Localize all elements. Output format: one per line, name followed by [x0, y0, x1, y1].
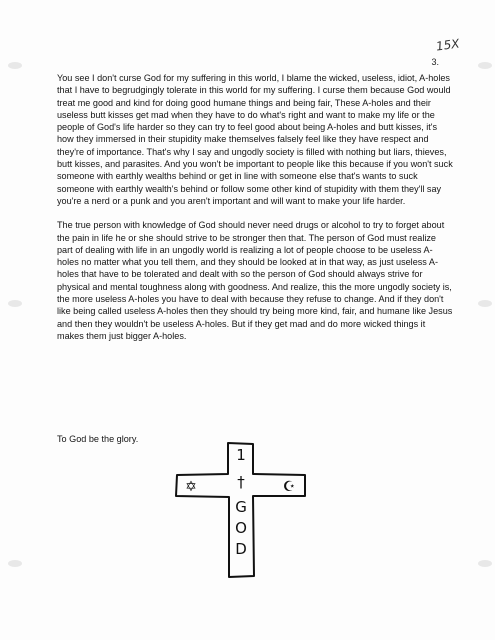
punch-hole-mark — [478, 62, 492, 69]
paragraph-1: You see I don't curse God for my suffering in this world, I blame the wicked, useless, idiot, A-holes that I have to begrudgingly tolerate in this world for my suffering. I curse them because God would treat me good and kind for doing good humane things and being fair, These A-holes and their useless butt kisses get mad when they have to do what's right and want to make my life or the people of God's life harder so they can try to feel good about being A-holes and butt kisses, it's how they immersed in their stupidity make themselves falsely feel like they have respect and they're of importance. That's why I say and ungodly society is filled with nothing but liars, thieves, butt kisses, and parasites. And you won't be important to people like this because if you won't suck someone with earthly wealths behind or get in line with someone else that's wants to suck someone with earthly wealth's behind or follow some other kind of stupidity with them they'll say you're a nerd or a punk and you aren't important and will want to make your life harder. — [57, 73, 453, 206]
punch-hole-mark — [8, 560, 22, 567]
handwritten-page-mark: 15X — [434, 36, 460, 54]
paragraph-2: The true person with knowledge of God should never need drugs or alcohol to try to forget about the pain in life he or she should strive to be stronger then that. The person of God must realize part of dealing with life in an ungodly world is realizing a lot of people choose to be useless A-holes no matter what you tell them, and they should be looked at in that way, as just useless A-holes that have to be tolerated and dealt with so the person of God should always strive for physical and mental toughness along with goodness. And realize, this the more ungodly society is, the more useless A-holes you have to deal with because they refuse to change. And if they don't like being called useless A-holes then they should try being more kind, fair, and humane like Jesus and then they wouldn't be useless A-holes. But if they get mad and do more wicked things it makes them just bigger A-holes. — [57, 220, 453, 341]
cross-text-o: O — [235, 519, 247, 537]
cross-text-d: D — [235, 540, 247, 558]
cross-text-g: G — [235, 498, 247, 516]
cross-text-1: 1 — [236, 446, 246, 464]
crescent-star-icon: ☪ — [282, 479, 296, 495]
punch-hole-mark — [8, 300, 22, 307]
closing-line: To God be the glory. — [57, 434, 139, 444]
hand-drawn-cross — [173, 440, 313, 580]
punch-hole-mark — [478, 300, 492, 307]
star-of-david-icon: ✡ — [185, 479, 197, 495]
letter-body — [57, 72, 453, 354]
page-number: 3. — [431, 57, 439, 67]
cross-drawing — [173, 440, 313, 580]
cross-text-dagger: † — [237, 473, 245, 491]
punch-hole-mark — [478, 560, 492, 567]
punch-hole-mark — [8, 62, 22, 69]
